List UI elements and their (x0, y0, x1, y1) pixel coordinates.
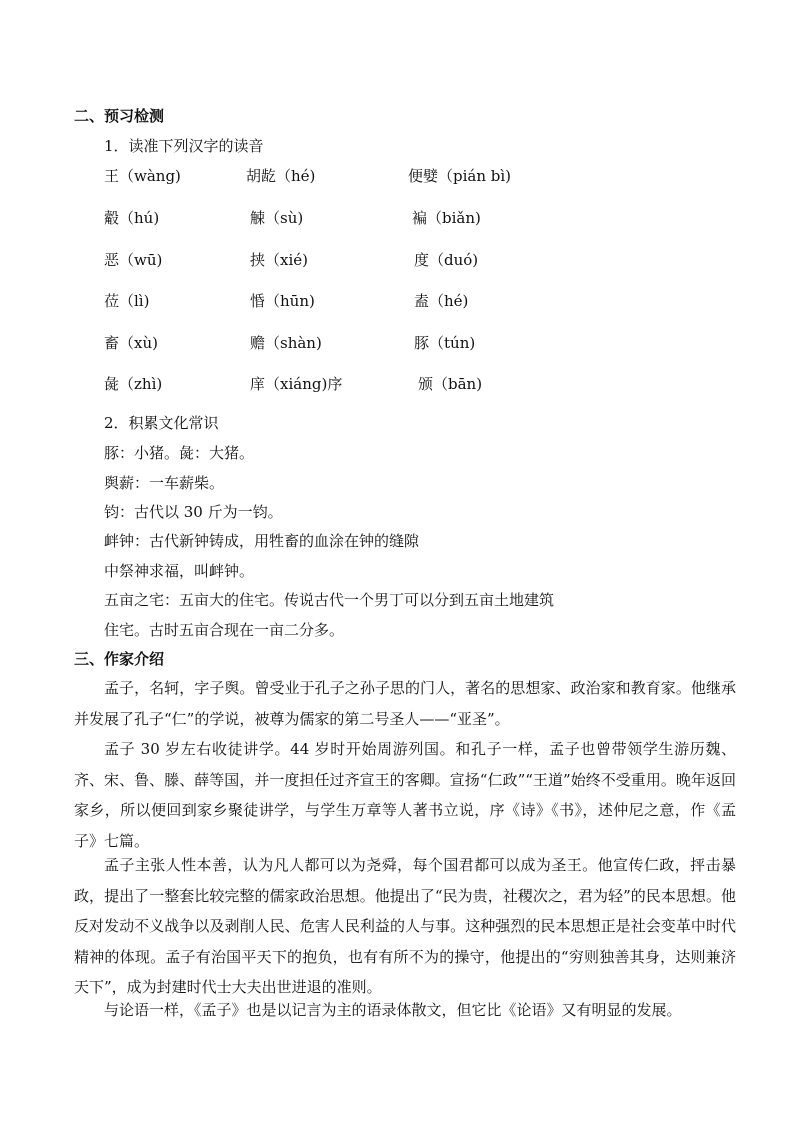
section-heading-preview: 二、预习检测 (74, 107, 165, 125)
subheading-culture: 2．积累文化常识 (104, 414, 219, 432)
pinyin-item: 豚（tún) (414, 334, 476, 352)
pinyin-item: 觫（sù) (250, 209, 304, 227)
pinyin-item: 便嬖（pián bì) (408, 167, 512, 185)
culture-line: 钧：古代以 30 斤为一钧。 (104, 503, 283, 521)
culture-line: 豚：小猪。彘：大猪。 (104, 444, 255, 462)
subheading-pronunciation: 1．读准下列汉字的读音 (104, 137, 264, 155)
culture-line: 衅钟：古代新钟铸成，用牲畜的血涂在钟的缝隙 (104, 532, 420, 550)
pinyin-item: 挟（xié) (250, 251, 308, 269)
pinyin-item: 褊（biǎn) (412, 209, 481, 227)
culture-line: 住宅。古时五亩合现在一亩二分多。 (104, 621, 345, 639)
author-paragraph: 孟子 30 岁左右收徒讲学。44 岁时开始周游列国。和孔子一样，孟子也曾带领学生游历魏、齐、宋、鲁、滕、薛等国，并一度担任过齐宣王的客卿。宣扬“仁政”“王道”始终不受重用。晚年返回家乡，所以便回到家乡聚徒讲学，与学生万章等人著书立说，序《诗》《书》，述仲尼之意，作《孟子》七篇。 (74, 740, 736, 850)
pinyin-item: 恶（wū) (104, 251, 163, 269)
author-paragraph: 与论语一样，《孟子》也是以记言为主的语录体散文，但它比《论语》又有明显的发展。 (104, 1001, 682, 1019)
culture-line: 中祭神求福，叫衅钟。 (104, 562, 255, 580)
pinyin-item: 莅（lì) (104, 292, 150, 310)
pinyin-item: 彘（zhì) (104, 375, 163, 393)
culture-line: 舆薪：一车薪柴。 (104, 474, 225, 492)
pinyin-item: 惛（hūn) (250, 292, 315, 310)
pinyin-item: 畜（xù) (104, 334, 158, 352)
section-heading-author: 三、作家介绍 (74, 650, 165, 668)
pinyin-item: 颁（bān) (418, 375, 483, 393)
culture-line: 五亩之宅：五亩大的住宅。传说古代一个男丁可以分到五亩土地建筑 (104, 591, 555, 609)
pinyin-item: 胡龁（hé) (246, 167, 316, 185)
pinyin-item: 庠（xiáng)序 (250, 375, 343, 393)
author-paragraph: 孟子主张人性本善，认为凡人都可以为尧舜，每个国君都可以成为圣王。他宣传仁政，抨击暴政，提出了一整套比较完整的儒家政治思想。他提出了“民为贵，社稷次之，君为轻”的民本思想。他反对发动不义战争以及剥削人民、危害人民利益的人与事。这种强烈的民本思想正是社会变革中时代精神的体现。孟子有治国平天下的抱负，也有有所不为的操守，他提出的“穷则独善其身，达则兼济天下”，成为封建时代士大夫出世进退的准则。 (74, 856, 736, 996)
pinyin-item: 赡（shàn) (250, 334, 322, 352)
pinyin-item: 度（duó) (414, 251, 479, 269)
pinyin-item: 王（wàng) (104, 167, 181, 185)
pinyin-item: 觳（hú) (104, 209, 160, 227)
author-paragraph: 孟子，名轲，字子舆。曾受业于孔子之孙子思的门人，著名的思想家、政治家和教育家。他继承并发展了孔子“仁”的学说，被尊为儒家的第二号圣人——“亚圣”。 (74, 679, 736, 728)
pinyin-item: 盍（hé) (414, 292, 469, 310)
